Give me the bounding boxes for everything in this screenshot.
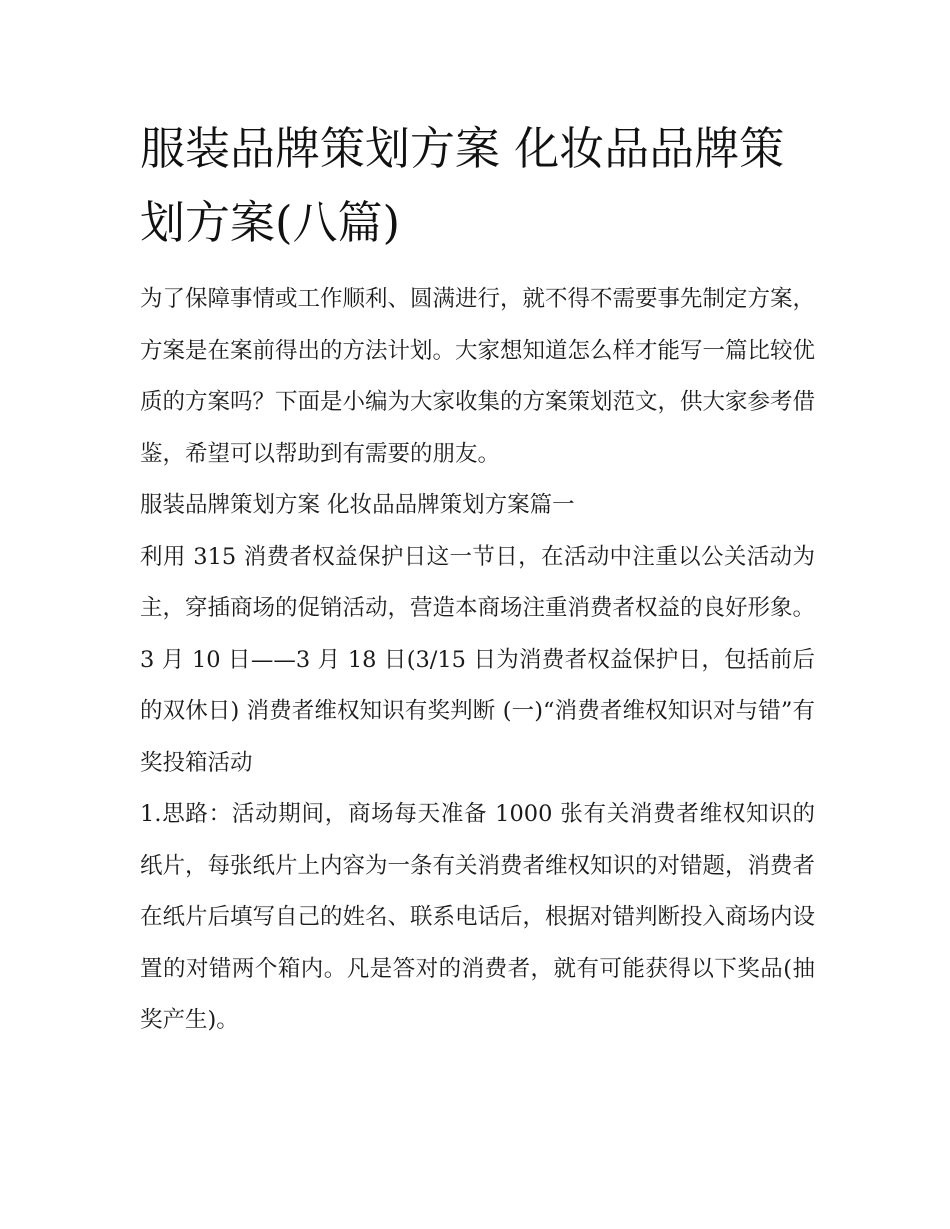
body-paragraph: 3 月 10 日——3 月 18 日(3/15 日为消费者权益保护日，包括前后的双休日) 消费者维权知识有奖判断 (一)“消费者维权知识对与错”有奖投箱活动 xyxy=(140,646,815,776)
document-title: 服装品牌策划方案 化妆品品牌策划方案(八篇) xyxy=(140,122,785,249)
document-body xyxy=(140,112,815,1047)
section-heading: 服装品牌策划方案 化妆品品牌策划方案篇一 xyxy=(140,492,575,518)
body-paragraph: 利用 315 消费者权益保护日这一节日，在活动中注重以公关活动为主，穿插商场的促销活动，营造本商场注重消费者权益的良好形象。 xyxy=(140,543,816,621)
intro-paragraph: 为了保障事情或工作顺利、圆满进行，就不得不需要事先制定方案，方案是在案前得出的方法计划。大家想知道怎么样才能写一篇比较优质的方案吗？下面是小编为大家收集的方案策划范文，供大家参考借鉴，希望可以帮助到有需要的朋友。 xyxy=(140,286,816,467)
body-paragraph: 1.思路：活动期间，商场每天准备 1000 张有关消费者维权知识的纸片，每张纸片上内容为一条有关消费者维权知识的对错题，消费者在纸片后填写自己的姓名、联系电话后，根据对错判断投入商场内设置的对错两个箱内。凡是答对的消费者，就有可能获得以下奖品(抽奖产生)。 xyxy=(140,801,816,1033)
